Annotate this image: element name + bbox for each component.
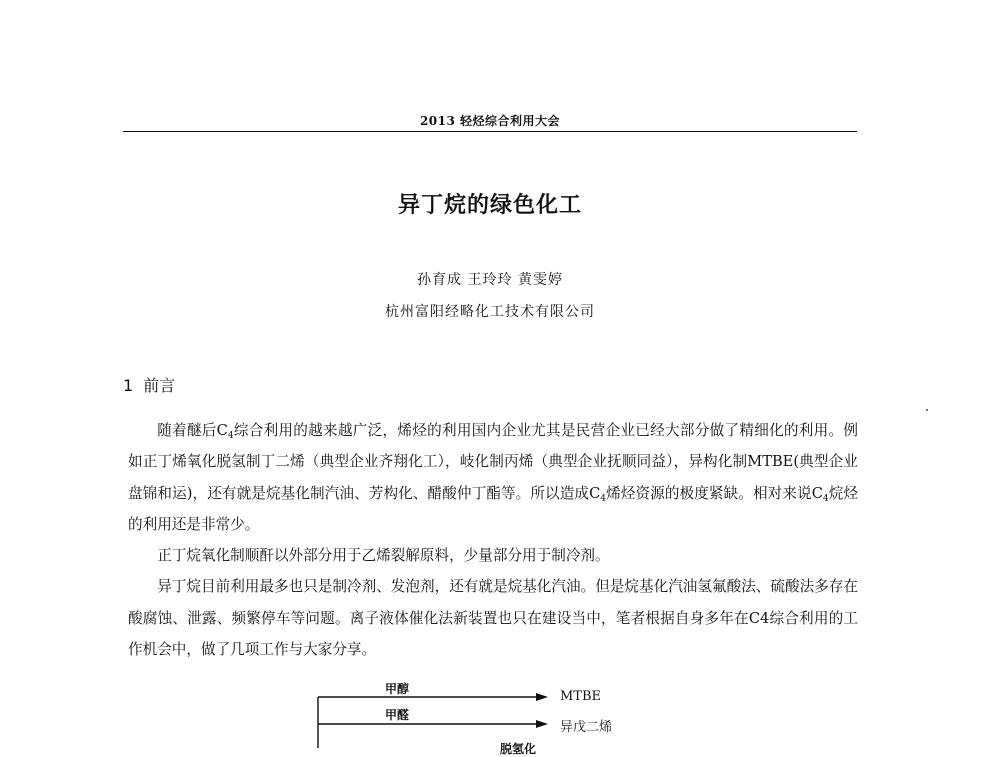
conference-name: 2013 轻烃综合利用大会	[419, 114, 561, 128]
running-header	[123, 112, 857, 134]
arrow-head-icon	[536, 693, 548, 701]
body-text	[128, 415, 858, 665]
author-affiliation: 杭州富阳经略化工技术有限公司	[385, 304, 595, 320]
author-list: 孙育成 王玲玲 黄雯婷	[417, 272, 563, 288]
section-heading	[123, 373, 175, 396]
header-rule	[123, 131, 857, 132]
paragraph: 异丁烷目前利用最多也只是制冷剂、发泡剂，还有就是烷基化汽油。但是烷基化汽油氢氟酸法、硫酸法多存在酸腐蚀、泄露、频繁停车等问题。离子液体催化法新装置也只在建设当中，笔者根据自身多年在C4综合利用的工作机会中，做了几项工作与大家分享。	[128, 578, 858, 659]
section-number: 1	[123, 376, 134, 395]
paragraph: 正丁烷氧化制顺酐以外部分用于乙烯裂解原料，少量部分用于制冷剂。	[157, 547, 610, 565]
diagram-product-label: MTBE	[560, 689, 602, 704]
diagram-reagent-label: 甲醛	[385, 708, 410, 722]
paragraph: 随着醚后$C_4$综合利用的越来越广泛，烯烃的利用国内企业尤其是民营企业已经大部分做了精细化的利用。例如正丁烯氧化脱氢制丁二烯（典型企业齐翔化工），岐化制丙烯（典型企业抚顺同益），异构化制MTBE(典型企业盘锦和运)，还有就是烷基化制汽油、芳构化、醋酸仲丁酯等。所以造成$C_4$烯烃资源的极度紧缺。相对来说$C_4$烷烃的利用还是非常少。	[128, 422, 858, 533]
arrow-head-icon	[536, 720, 548, 728]
diagram-reagent-label: 甲醇	[385, 682, 410, 696]
section-title: 前言	[143, 376, 176, 395]
paper-title: 异丁烷的绿色化工	[397, 193, 582, 218]
diagram-product-label: 异戊二烯	[560, 720, 613, 735]
scan-speck	[926, 409, 928, 411]
diagram-reagent-label: 脱氢化	[500, 742, 537, 756]
